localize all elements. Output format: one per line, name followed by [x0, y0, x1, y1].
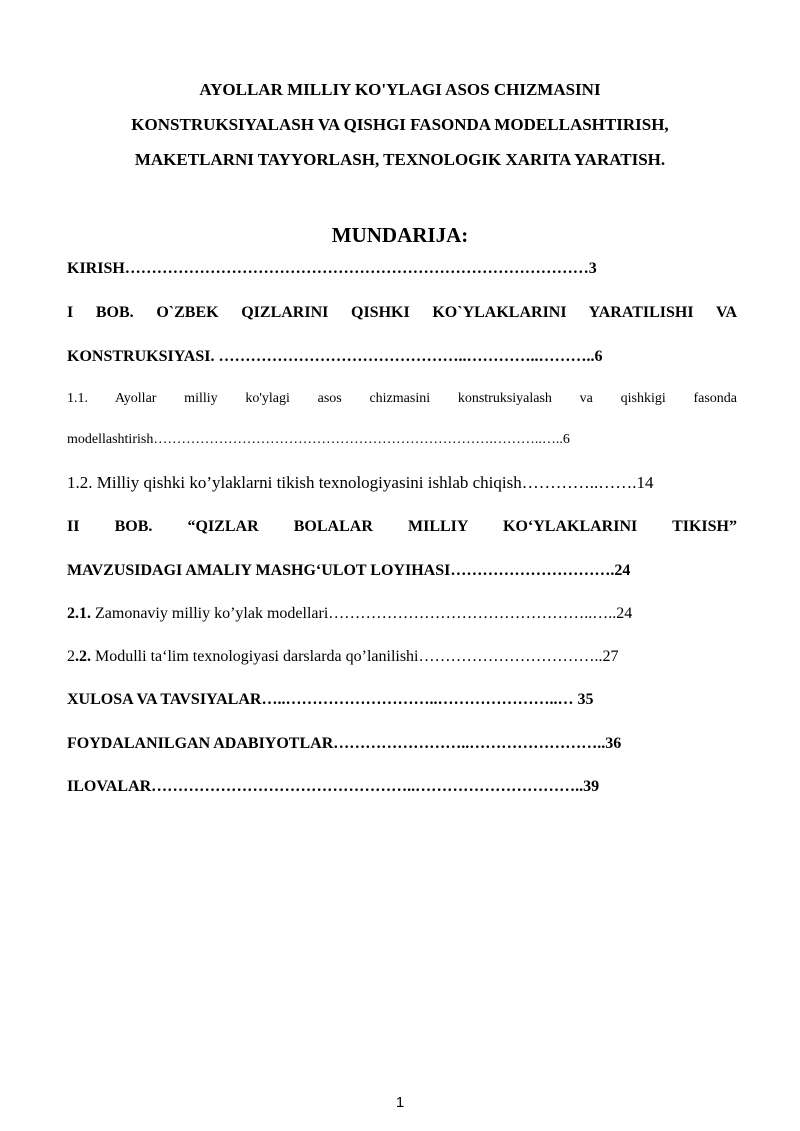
toc-entry-2-1-number: 2.1. [67, 605, 91, 622]
toc-entry-2-2 [67, 646, 619, 668]
title-line-3: MAKETLARNI TAYYORLASH, TEXNOLOGIK XARITA YARATISH. [134, 150, 666, 169]
toc-entry-2-2-number-b: .2. [75, 648, 91, 665]
toc-entry-1-1-line2: modellashtirish……………………………………………………………….………..…..6 [67, 432, 570, 447]
toc-entry-2-2-number-a: 2 [67, 648, 75, 665]
toc-entry-2-1 [67, 603, 632, 625]
toc-entry-xulosa: XULOSA VA TAVSIYALAR…..………………………..…………………..… 35 [67, 691, 594, 708]
page-number: 1 [395, 1094, 405, 1111]
toc-entry-kirish: KIRISH……………………………………………………………………………3 [67, 260, 597, 277]
title-line-1: AYOLLAR MILLIY KO'YLAGI ASOS CHIZMASINI [199, 80, 601, 99]
toc-entry-bob2-line1: II BOB. “QIZLAR BOLALAR MILLIY KO‘YLAKLARINI TIKISH” [67, 518, 737, 535]
toc-entry-bob1-line1: I BOB. O`ZBEK QIZLARINI QISHKI KO`YLAKLARINI YARATILISHI VA [67, 304, 737, 321]
toc-entry-1-1-line1: 1.1. Ayollar milliy ko'ylagi asos chizmasini konstruksiyalash va qishkigi fasonda [67, 391, 737, 406]
toc-entry-1-2: 1.2. Milliy qishki ko’ylaklarni tikish texnologiyasini ishlab chiqish…………..…….14 [67, 473, 654, 492]
toc-heading: MUNDARIJA: [331, 223, 469, 247]
toc-entry-bob2-line2: MAVZUSIDAGI AMALIY MASHG‘ULOT LOYIHASI………………………….24 [67, 562, 631, 579]
toc-entry-ilovalar: ILOVALAR…………………………………………..…………………………..39 [67, 778, 600, 795]
document-title [60, 72, 740, 177]
toc-entry-2-2-text: Modulli ta‘lim texnologiyasi darslarda qo’lanilishi……………………………..27 [91, 648, 619, 665]
title-line-2: KONSTRUKSIYALASH VA QISHGI FASONDA MODELLASHTIRISH, [131, 115, 669, 134]
toc-entry-foydalanilgan: FOYDALANILGAN ADABIYOTLAR……………………..……………………..36 [67, 735, 622, 752]
toc-entry-2-1-text: Zamonaviy milliy ko’ylak modellari…………………………………………..…..24 [91, 605, 633, 622]
toc-entry-bob1-line2: KONSTRUKSIYASI. ………………………………………..…………..………..6 [67, 348, 603, 365]
